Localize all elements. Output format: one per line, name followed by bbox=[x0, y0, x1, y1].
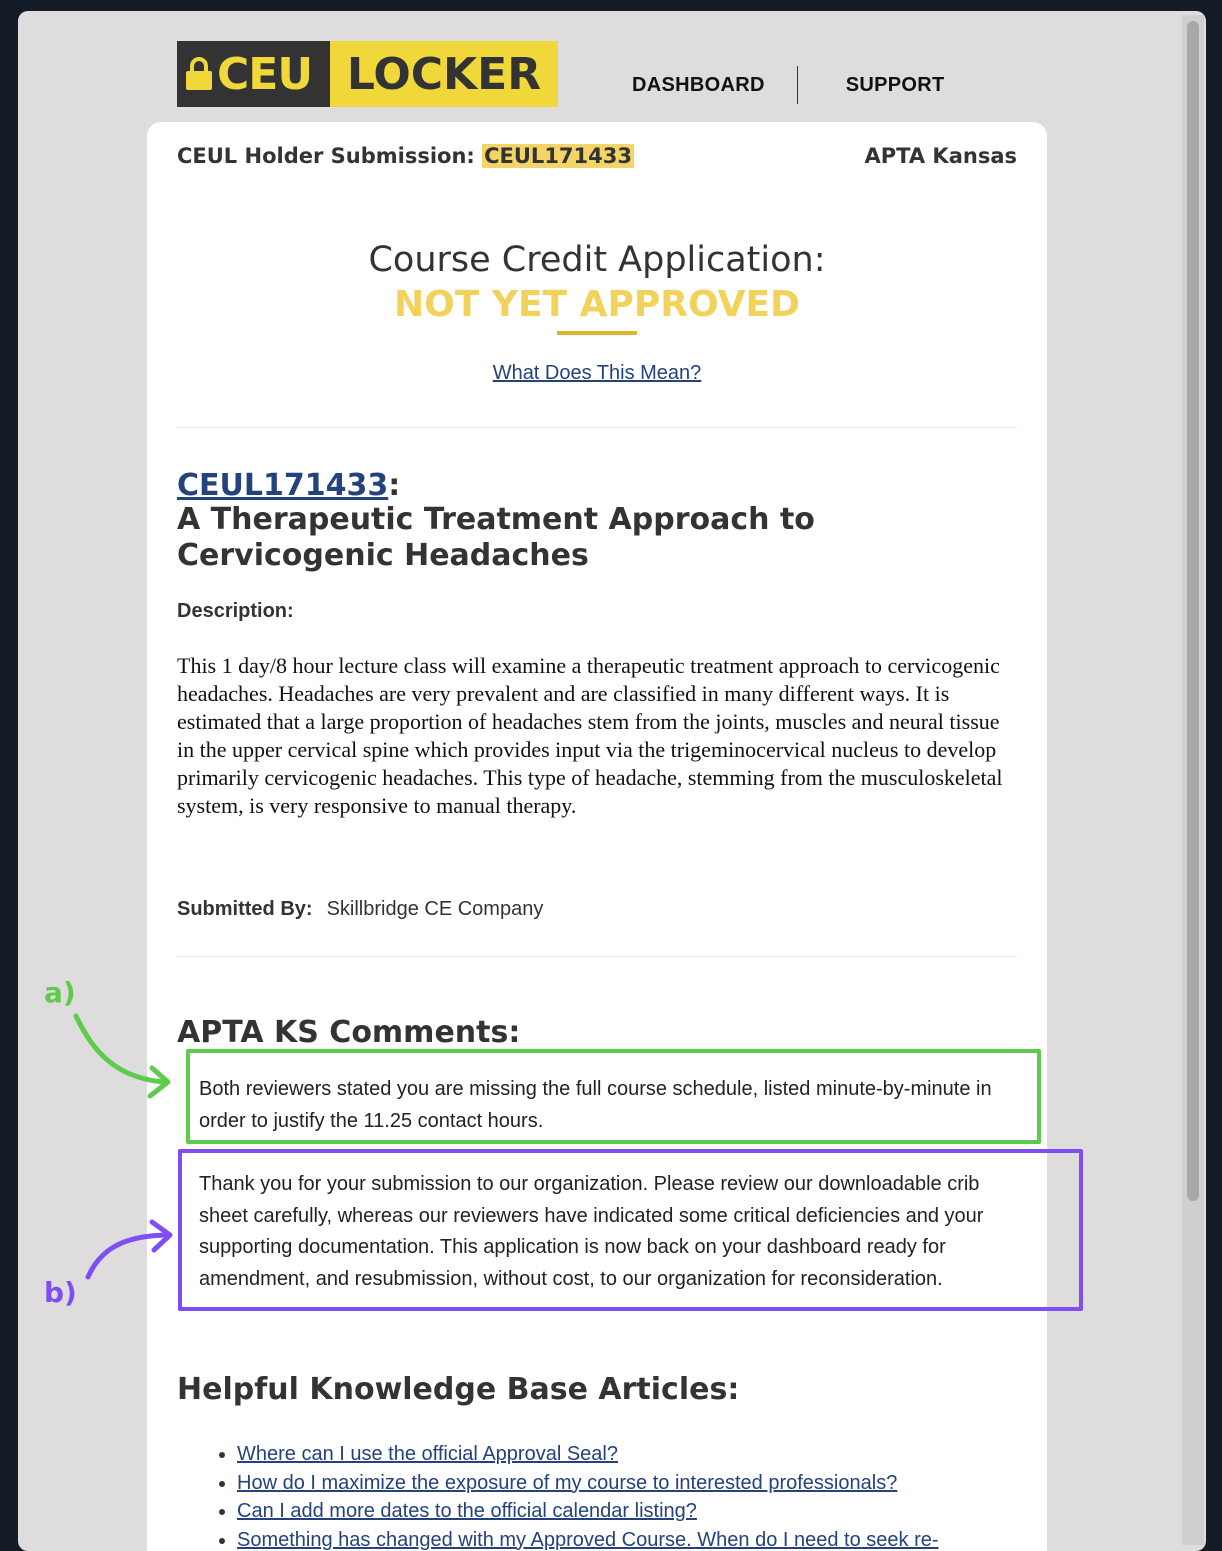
submission-id: CEUL171433 bbox=[482, 144, 634, 168]
annotation-box-b bbox=[178, 1149, 1083, 1311]
description-label: Description: bbox=[177, 600, 294, 623]
what-does-this-mean-link[interactable] bbox=[147, 362, 1047, 385]
submission-card bbox=[147, 122, 1047, 1551]
list-item bbox=[237, 1469, 1057, 1498]
submission-label: CEUL Holder Submission: bbox=[177, 144, 482, 168]
description-text: This 1 day/8 hour lecture class will examine a therapeutic treatment approach to cervicogenic headaches. Headaches are very prevalent and are classified in many different ways. It is estimated that a large proportion of headaches stem from the joints, muscles and neural tissue in the upper cervical spine which provides input via the trigeminocervical nucleus to develop primarily cervicogenic headaches. This type of headache, stemming from the musculoskeletal system, is very responsive to manual therapy. bbox=[177, 652, 1022, 820]
what-does-this-mean-text[interactable]: What Does This Mean? bbox=[493, 362, 702, 384]
status-underline bbox=[557, 331, 637, 335]
submitted-by-row bbox=[177, 898, 543, 921]
list-item bbox=[237, 1526, 1057, 1551]
nav-support[interactable]: SUPPORT bbox=[846, 74, 945, 97]
submitted-by-label: Submitted By: bbox=[177, 898, 313, 920]
submission-org: APTA Kansas bbox=[865, 144, 1017, 168]
scrollbar-thumb[interactable] bbox=[1187, 21, 1199, 1201]
approval-status: NOT YET APPROVED bbox=[147, 284, 1047, 325]
course-title: A Therapeutic Treatment Approach to Cervicogenic Headaches bbox=[177, 502, 1017, 574]
course-id-heading: CEUL171433: bbox=[177, 468, 400, 503]
submission-header bbox=[177, 144, 1017, 168]
submitted-by-value: Skillbridge CE Company bbox=[327, 898, 544, 920]
nav-divider bbox=[797, 66, 798, 104]
list-item bbox=[237, 1497, 1057, 1526]
kb-article-link[interactable]: Where can I use the official Approval Seal? bbox=[237, 1443, 618, 1465]
logo-text-ceu: CEU bbox=[217, 49, 312, 100]
comment-item: Thank you for your submission to our organization. Please review our downloadable crib sheet carefully, whereas our reviewers have indicated some critical deficiencies and your supporting documentation. This application is now back on your dashboard ready for amendment, and resubmission, without cost, to our organization for reconsideration. bbox=[199, 1169, 1029, 1295]
logo-dark-part bbox=[177, 41, 330, 107]
annotation-label-b: b) bbox=[44, 1276, 77, 1309]
kb-article-link[interactable]: Something has changed with my Approved Course. When do I need to seek re- bbox=[237, 1529, 939, 1551]
ceu-locker-logo[interactable] bbox=[177, 41, 558, 107]
knowledge-base-list bbox=[177, 1440, 1057, 1551]
submission-id-line bbox=[177, 144, 634, 168]
annotation-box-a bbox=[186, 1049, 1041, 1144]
logo-light-part bbox=[330, 41, 558, 107]
top-nav bbox=[632, 65, 944, 105]
divider bbox=[177, 956, 1017, 957]
comment-item: Both reviewers stated you are missing the full course schedule, listed minute-by-minute in order to justify the 11.25 contact hours. bbox=[199, 1074, 1019, 1137]
scrollbar[interactable] bbox=[1182, 15, 1204, 1545]
lock-icon bbox=[185, 57, 213, 91]
application-title: Course Credit Application: bbox=[147, 240, 1047, 280]
course-id-link[interactable]: CEUL171433 bbox=[177, 468, 388, 503]
browser-window bbox=[18, 11, 1206, 1551]
list-item bbox=[237, 1440, 1057, 1469]
logo-text-locker: LOCKER bbox=[347, 49, 541, 100]
annotation-label-a: a) bbox=[44, 976, 76, 1009]
knowledge-base-heading: Helpful Knowledge Base Articles: bbox=[177, 1372, 739, 1407]
kb-article-link[interactable]: Can I add more dates to the official calendar listing? bbox=[237, 1500, 697, 1522]
divider bbox=[177, 427, 1017, 428]
kb-article-link[interactable]: How do I maximize the exposure of my course to interested professionals? bbox=[237, 1472, 897, 1494]
comments-heading: APTA KS Comments: bbox=[177, 1015, 520, 1050]
nav-dashboard[interactable]: DASHBOARD bbox=[632, 74, 765, 97]
